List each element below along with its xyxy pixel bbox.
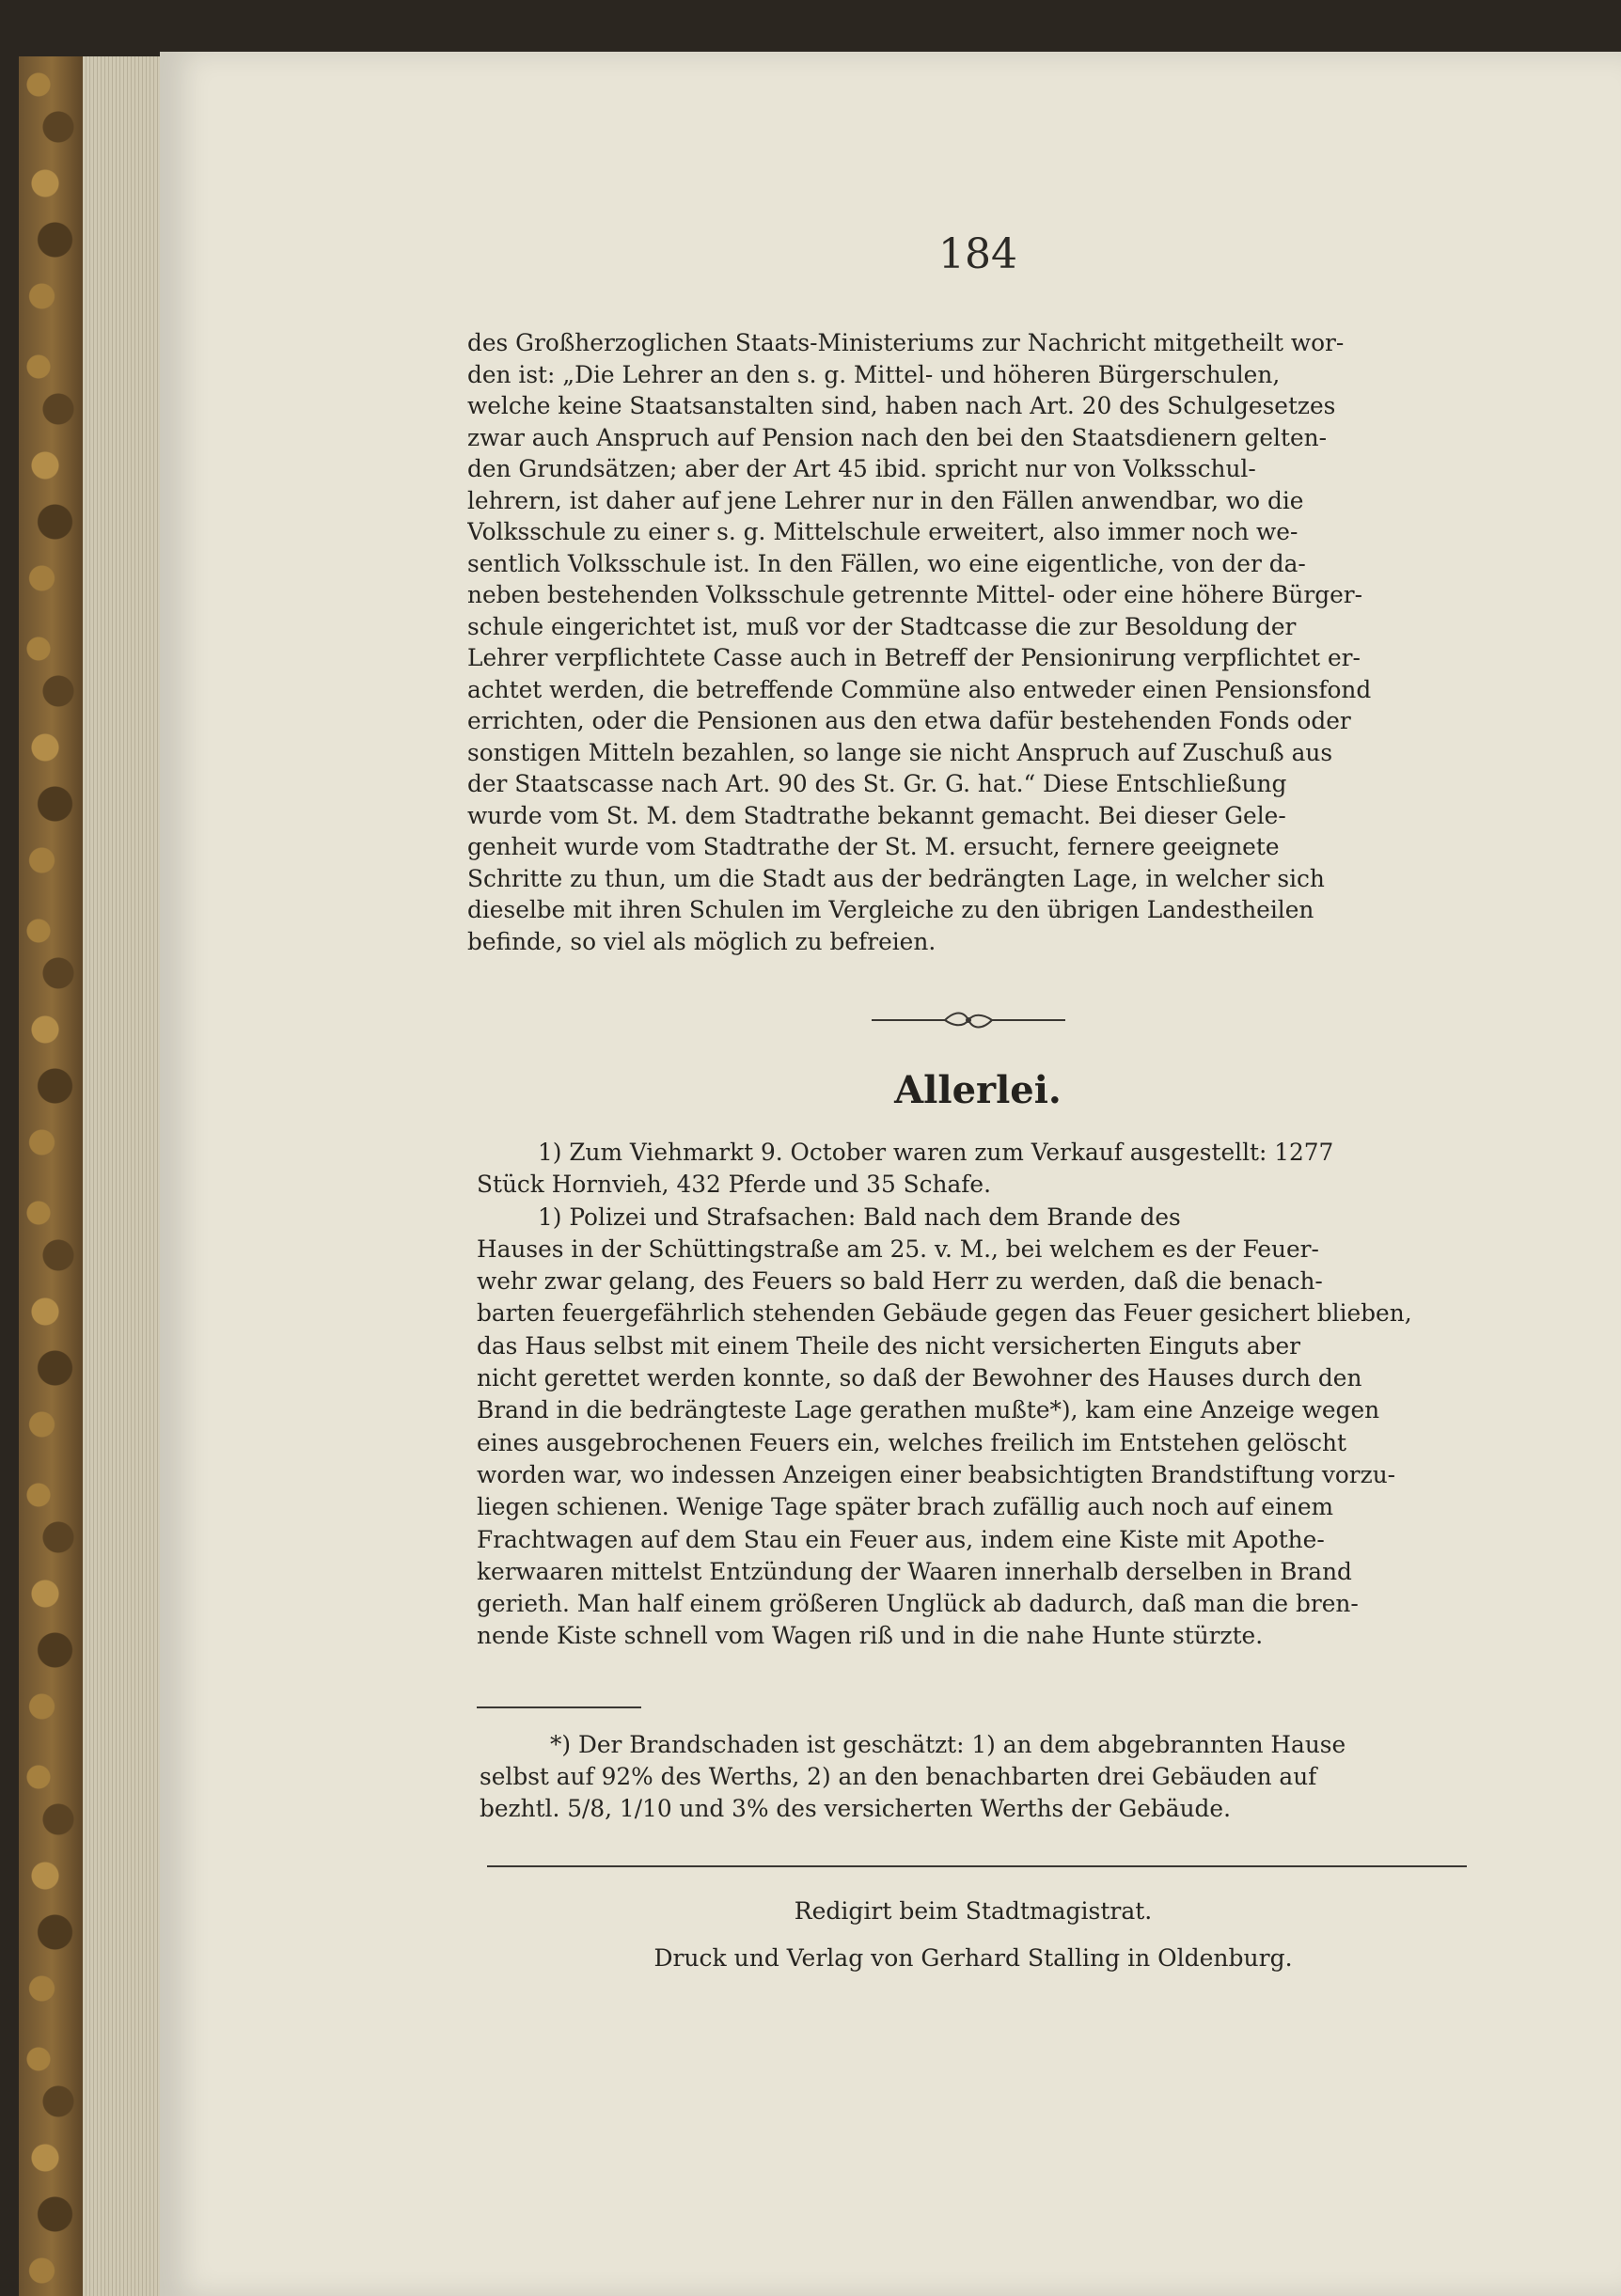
text-line: 1) Polizei und Strafsachen: Bald nach dem Brande des [538, 1203, 1181, 1231]
imprint-editor: Redigirt beim Stadtmagistrat. [794, 1897, 1153, 1925]
text-line: nicht gerettet werden konnte, so daß der Bewohner des Hauses durch den [477, 1364, 1362, 1392]
section-divider-ornament [870, 1006, 1067, 1034]
text-line: wehr zwar gelang, des Feuers so bald Herr zu werden, daß die benach- [477, 1267, 1323, 1296]
text-line: des Großherzoglichen Staats-Ministeriums zur Nachricht mitgetheilt wor- [467, 329, 1345, 356]
text-line: sentlich Volksschule ist. In den Fällen, wo eine eigentliche, von der da- [467, 549, 1306, 577]
text-line: Frachtwagen auf dem Stau ein Feuer aus, indem eine Kiste mit Apothe- [477, 1525, 1325, 1553]
text-line: Stück Hornvieh, 432 Pferde und 35 Schafe. [477, 1171, 991, 1199]
text-line: Schritte zu thun, um die Stadt aus der bedrängten Lage, in welcher sich [467, 864, 1325, 892]
text-line: schule eingerichtet ist, muß vor der Stadtcasse die zur Besoldung der [467, 612, 1297, 640]
footnote [480, 1729, 1474, 1825]
text-line: den Grundsätzen; aber der Art 45 ibid. spricht nur von Volksschul- [467, 455, 1256, 482]
text-line: achtet werden, die betreffende Commüne also entweder einen Pensionsfond [467, 675, 1372, 703]
text-line: der Staatscasse nach Art. 90 des St. Gr. G. hat.“ Diese Entschließung [467, 770, 1287, 797]
text-line: zwar auch Anspruch auf Pension nach den bei den Staatsdienern gelten- [467, 423, 1327, 451]
text-line: barten feuergefährlich stehenden Gebäude gegen das Feuer gesichert blieben, [477, 1299, 1412, 1328]
imprint-publisher: Druck und Verlag von Gerhard Stalling in Oldenburg. [653, 1944, 1293, 1972]
body-text [467, 327, 1473, 957]
book-cover-edge [19, 56, 85, 2296]
text-line: neben bestehenden Volksschule getrennte Mittel- oder eine höhere Bürger- [467, 581, 1363, 608]
text-line: Hauses in der Schüttingstraße am 25. v. M., bei welchem es der Feuer- [477, 1234, 1319, 1263]
text-line: gerieth. Man half einem größeren Unglück ab dadurch, daß man die bren- [477, 1590, 1359, 1618]
imprint-rule [487, 1865, 1467, 1867]
text-line: eines ausgebrochenen Feuers ein, welches freilich im Entstehen gelöscht [477, 1428, 1346, 1456]
text-line: bezhtl. 5/8, 1/10 und 3% des versicherten Werths der Gebäude. [480, 1795, 1231, 1822]
text-line: Brand in die bedrängteste Lage gerathen mußte*), kam eine Anzeige wegen [477, 1396, 1380, 1424]
text-line: sonstigen Mitteln bezahlen, so lange sie nicht Anspruch auf Zuschuß aus [467, 738, 1333, 766]
text-line: lehrern, ist daher auf jene Lehrer nur in den Fällen anwendbar, wo die [467, 486, 1304, 514]
text-line: wurde vom St. M. dem Stadtrathe bekannt gemacht. Bei dieser Gele- [467, 801, 1286, 829]
text-line: dieselbe mit ihren Schulen im Vergleiche zu den übrigen Landestheilen [467, 896, 1314, 923]
text-line: errichten, oder die Pensionen aus den etwa dafür bestehenden Fonds oder [467, 707, 1351, 734]
text-line: nende Kiste schnell vom Wagen riß und in die nahe Hunte stürzte. [477, 1622, 1264, 1650]
section-text [477, 1137, 1475, 1653]
text-line: welche keine Staatsanstalten sind, haben nach Art. 20 des Schulgesetzes [467, 392, 1336, 419]
text-line: Lehrer verpflichtete Casse auch in Betreff der Pensionirung verpflichtet er- [467, 644, 1361, 671]
text-line: liegen schienen. Wenige Tage später brach zufällig auch noch auf einem [477, 1493, 1334, 1521]
text-line: das Haus selbst mit einem Theile des nicht versicherten Einguts aber [477, 1331, 1301, 1360]
text-line: selbst auf 92% des Werths, 2) an den benachbarten drei Gebäuden auf [480, 1763, 1317, 1790]
text-line: genheit wurde vom Stadtrathe der St. M. ersucht, fernere geeignete [467, 833, 1280, 860]
text-line: befinde, so viel als möglich zu befreien. [467, 927, 936, 955]
text-line: 1) Zum Viehmarkt 9. October waren zum Verkauf ausgestellt: 1277 [538, 1139, 1334, 1166]
text-line: Volksschule zu einer s. g. Mittelschule erweitert, also immer noch we- [467, 518, 1298, 545]
text-line: kerwaaren mittelst Entzündung der Waaren innerhalb derselben in Brand [477, 1557, 1352, 1585]
section-heading: Allerlei. [894, 1068, 1062, 1112]
page-number: 184 [938, 230, 1017, 278]
footnote-rule [477, 1706, 641, 1708]
text-line: *) Der Brandschaden ist geschätzt: 1) an dem abgebrannten Hause [550, 1731, 1346, 1758]
text-line: den ist: „Die Lehrer an den s. g. Mittel- und höheren Bürgerschulen, [467, 360, 1281, 388]
text-line: worden war, wo indessen Anzeigen einer beabsichtigten Brandstiftung vorzu- [477, 1460, 1396, 1488]
